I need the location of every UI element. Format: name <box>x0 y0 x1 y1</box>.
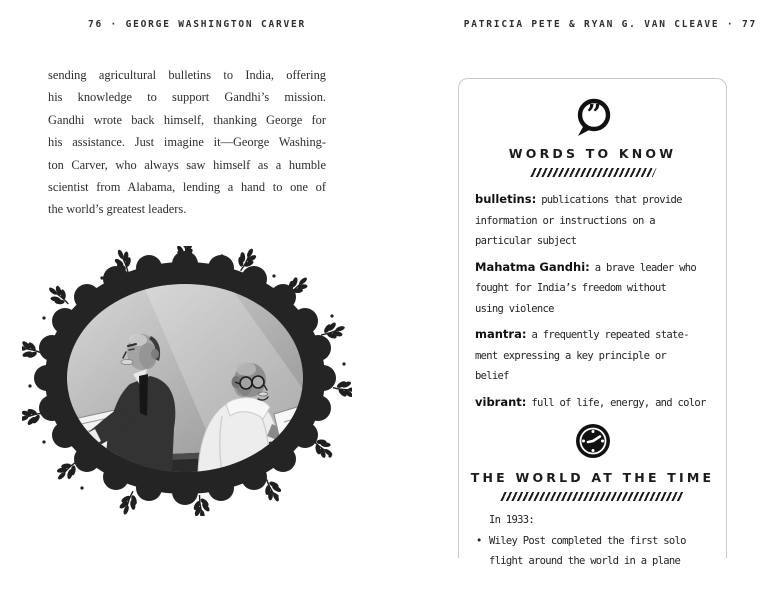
paragraph-line: ton Carver, who always saw himself as a humble <box>48 157 326 172</box>
definition-text: a frequently repeated state- <box>531 329 689 341</box>
definition-text: using violence <box>475 302 554 315</box>
carver-gandhi-illustration <box>22 246 352 516</box>
world-at-the-time-title: THE WORLD AT THE TIME <box>470 470 715 485</box>
definition-text: fought for India’s freedom without <box>475 282 667 294</box>
definition-text: a brave leader who <box>594 261 696 274</box>
term-mahatma-gandhi: Mahatma Gandhi: <box>475 259 590 274</box>
world-at-the-time-section <box>459 419 726 572</box>
definition-text: information or instructions on a <box>475 214 655 227</box>
definition-text: full of life, energy, and color <box>531 396 706 409</box>
term-bulletins: bulletins: <box>475 192 537 206</box>
paragraph-line: the world’s greatest leaders. <box>48 202 187 217</box>
term-mantra: mantra: <box>475 327 527 341</box>
paragraph-line: his assistance. Just imagine it—George Washing- <box>48 135 326 150</box>
svg-text:”: ” <box>586 100 601 130</box>
clock-icon <box>571 419 615 463</box>
speech-quote-icon <box>570 95 616 141</box>
definition-entry <box>475 258 718 320</box>
running-head-right: PATRICIA PETE & RYAN G. VAN CLEAVE · 77 <box>463 19 757 30</box>
definition-text: ment expressing a key principle or <box>475 349 667 362</box>
definition-entry <box>475 325 718 387</box>
definition-entry <box>475 190 718 252</box>
body-paragraph <box>48 64 326 221</box>
definition-list <box>475 190 718 413</box>
sidebar-box <box>458 78 727 567</box>
paragraph-line: his knowledge to support Gandhi’s mission. <box>48 90 326 105</box>
bullet-marker: • <box>476 534 483 547</box>
definition-entry <box>475 393 718 414</box>
term-vibrant: vibrant: <box>475 394 527 409</box>
hatch-ribbon <box>529 168 657 177</box>
paragraph-line: sending agricultural bulletins to India, offering <box>48 68 326 82</box>
definition-text: belief <box>475 370 509 382</box>
bullet-item <box>459 531 726 572</box>
definition-text: particular subject <box>475 235 577 247</box>
definition-text: publications that provide <box>541 194 682 206</box>
bullet-text: flight around the world in a plane <box>489 555 681 567</box>
words-to-know-section <box>459 95 726 413</box>
hatch-ribbon <box>499 492 687 501</box>
running-head-left: 76 · GEORGE WASHINGTON CARVER <box>88 19 307 30</box>
words-to-know-title: WORDS TO KNOW <box>508 146 677 161</box>
year-intro: In 1933: <box>489 514 534 526</box>
paragraph-line: Gandhi wrote back himself, thanking George for <box>48 112 326 127</box>
bullet-text: Wiley Post completed the first solo <box>489 534 686 547</box>
paragraph-line: scientist from Alabama, lending a hand to one of <box>48 180 326 195</box>
